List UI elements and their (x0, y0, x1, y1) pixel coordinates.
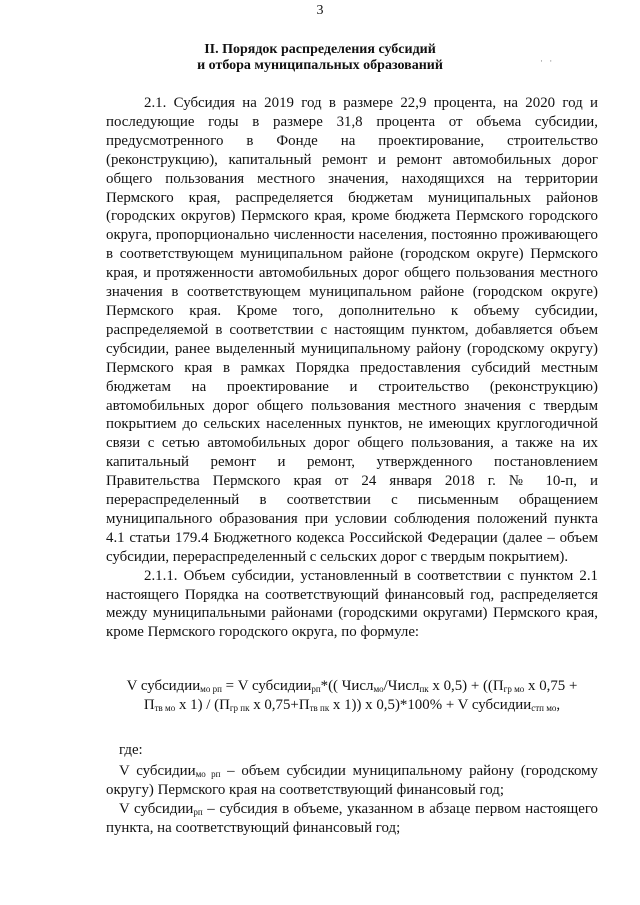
section-heading-line-1: II. Порядок распределения субсидий (204, 42, 436, 57)
formula-definitions (106, 741, 598, 838)
formula-term: = V субсидии (221, 678, 312, 694)
formula-term: *(( Числ (320, 678, 374, 694)
definition-item (106, 762, 598, 800)
paragraph-2-1-1: 2.1.1. Объем субсидии, установленный в соответствии с пунктом 2.1 настоящего Порядка на соответствующий финансовый год, распределяется между муниципальными районами (городскими округами) Пермского края, кроме Пермского городского округа, по формуле: (106, 567, 598, 641)
definition-subscript: мо рп (195, 769, 221, 779)
section-heading-line-2: и отбора муниципальных образований (197, 58, 443, 73)
formula-term: x 1)) x 0,5)*100% + V субсидии (329, 697, 532, 713)
formula-term: x 0,75+П (249, 697, 310, 713)
formula-subscript: стп мо (531, 703, 557, 713)
definitions-where: где: (119, 742, 143, 758)
formula-line-1 (106, 677, 598, 696)
page-number: 3 (316, 3, 324, 18)
body-text (106, 94, 598, 642)
formula-subscript: гр мо (503, 684, 525, 694)
formula-line-2 (106, 696, 598, 715)
paragraph-2-1: 2.1. Субсидия на 2019 год в размере 22,9 процента, на 2020 год и последующие годы в размере 31,8 процента от объема субсидии, предусмотренного в Фонде на проектирование, строительство (реконструкцию), капитальный ремонт и ремонт автомобильных дорог общего пользования местного значения, находящихся на территории Пермского края, распределяется бюджетам муниципальных районов (городских округов) Пермского края, кроме бюджета Пермского городского округа, пропорционально численности населения, постоянно проживающего в соответствующем муниципальном районе (городском округе) Пермского края, и протяженности автомобильных дорог общего пользования местного значения в соответствующем муниципальном районе (городском округе) Пермского края. Кроме того, дополнительно к объему субсидии, распределяемой в соответствии с настоящим пунктом, добавляется объем субсидии, ранее выделенный муниципальному району (городскому округу) Пермского края в рамках Порядка предоставления субсидий местным бюджетам на проектирование и строительство (реконструкцию) автомобильных дорог общего пользования местного значения с твердым покрытием до сельских населенных пунктов, не имеющих круглогодичной связи с сетью автомобильных дорог общего пользования, а также на их капитальный ремонт и ремонт, утвержденного постановлением Правительства Пермского края от 24 января 2018 г. № 10-п, и перераспределенный в соответствии с письменным обращением муниципального образования при условии соблюдения положений пункта 4.1 статьи 179.4 Бюджетного кодекса Российской Федерации (далее – объем субсидии, перераспределенный с сельских дорог с твердым покрытием). (106, 95, 598, 565)
formula-term: /Числ (383, 678, 420, 694)
definition-item (106, 800, 598, 838)
formula-subscript: мо рп (200, 684, 222, 694)
formula-subscript: пк (419, 684, 429, 694)
definition-text: – субсидия в объеме, указанном в абзаце первом настоящего пункта, на соответствующий финансовый год; (106, 801, 598, 836)
formula-term: x 0,5) + ((П (428, 678, 504, 694)
formula-subscript: гр пк (229, 703, 250, 713)
definition-term: V субсидии (119, 801, 194, 817)
scan-speck: · · (540, 56, 555, 66)
formula-term: x 1) / (П (175, 697, 230, 713)
distribution-formula (106, 677, 598, 715)
definition-subscript: рп (193, 807, 203, 817)
formula-term: , (556, 697, 561, 713)
formula-subscript: рп (311, 684, 321, 694)
formula-subscript: тв пк (309, 703, 330, 713)
formula-term: П (143, 697, 155, 713)
definition-text: – объем субсидии муниципальному району (городскому округу) Пермского края на соответствующий финансовый год; (106, 763, 599, 798)
formula-term: x 0,75 + (524, 678, 578, 694)
definition-term: V субсидии (119, 763, 196, 779)
formula-term: V субсидии (126, 678, 201, 694)
formula-subscript: тв мо (154, 703, 176, 713)
formula-subscript: мо (373, 684, 384, 694)
